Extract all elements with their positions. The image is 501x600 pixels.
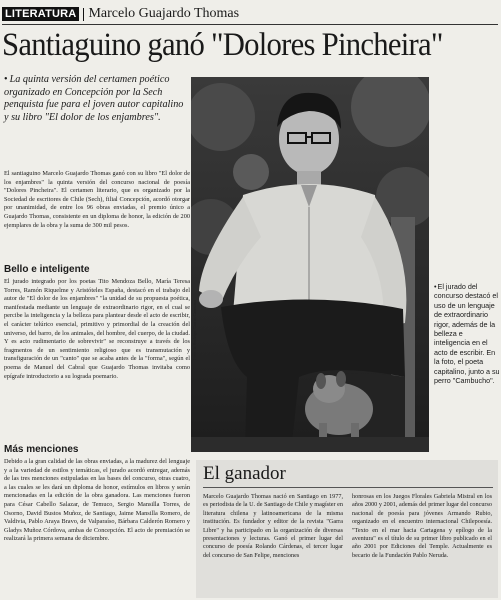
subhead-bello: Bello e inteligente: [4, 264, 90, 275]
subhead-menciones: Más menciones: [4, 444, 79, 455]
winner-box-rule: [203, 487, 493, 488]
winner-column-1: [203, 493, 343, 560]
lead-paragraph: [4, 74, 190, 124]
winner-box-title: El ganador: [203, 463, 286, 484]
header-separator: [83, 8, 84, 21]
winner-column-2: [352, 493, 492, 560]
menciones-paragraph: Debido a la gran calidad de las obras enviadas, a la madurez del lenguaje y a la variedad de estilos y temáticas, el jurado acordó entregar, además de las tres menciones estipuladas en las bases del concurso, otras cuatro, a las cuales se les dará un diploma de honor, estímulos en libros y serán mencionadas en la edición de la obra ganadora. Las menciones fueron para César Cabello Salazar, de Temuco, Sergio Mansilla Torres, de Osorno, David Bustos Muñoz, de Santiago, Jaime Mansilla Romero, de Valdivia, Pablo Araya Bravo, de Valparaíso, Bárbara Calderón Romero y Gladys Muñoz Córdova, ambas de Concepción. El acto de premiación se realizará la primera semana de diciembre.: [4, 458, 190, 543]
header-rule: [2, 24, 498, 25]
photo-caption: [434, 282, 500, 385]
lead-text: La quinta versión del certamen poético organizado en Concepción por la Sech penquista fue para el joven autor capitalino y su libro "El dolor de los enjambres".: [4, 74, 184, 123]
winner-text-2: honrosas en los Juegos Florales Gabriela Mistral en los años 2000 y 2001, además del primer lugar del concurso nacional de poesía para jóvenes Armando Rubio, organizado en el encuentro internacional Chilepoesía. "Texto en el mar hacia Cartagena y epílogo de la aventura" es el título de su primer libro publicado en el año 2001 por Ediciones del Temple. Actualmente es becario de la Fundación Pablo Neruda.: [352, 493, 492, 559]
caption-bullet: •: [434, 282, 437, 291]
section-header: [2, 6, 498, 22]
intro-paragraph: El santiaguino Marcelo Guajardo Thomas ganó con su libro "El dolor de los enjambres" la quinta versión del concurso nacional de poesía "Dolores Pincheira". El certamen literario, que es organizado por la Sociedad de escritores de Chile (Sech), filial Concepción, acordó otorgar por unanimidad, de entre los 96 obras enviadas, el premio único a Guajardo Thomas, consistente en un diploma de honor, la edición de 200 ejemplares de la obra y la suma de 300 mil pesos.: [4, 170, 190, 229]
section-tag: LITERATURA: [2, 7, 79, 21]
photo-illustration: [191, 77, 429, 452]
caption-text: El jurado del concurso destacó el uso de un lenguaje de extraordinario rigor, además de la belleza e inteligencia en el acto de escribir. En la foto, el poeta capitalino, junto a su perro "Cambucho".: [434, 282, 500, 386]
winner-text-1: Marcelo Guajardo Thomas nació en Santiago en 1977, es periodista de la U. de Santiago de Chile y magíster en literatura chilena y latinoamericana de la misma institución. Es fundador y editor de la revista "Garra Libre" y ha participado en la organización de diversas presentaciones y lecturas. Ganó el primer lugar del concurso de poesía Rolando Cárdenas, el tercer lugar del concurso de San Felipe, menciones: [203, 493, 343, 559]
headline: Santiaguino ganó "Dolores Pincheira": [2, 27, 443, 63]
bello-paragraph: El jurado integrado por los poetas Tito Mendoza Bello, María Teresa Torres, Ramón Riquelme y Aristóteles España, destacó en el trabajo del autor de "El dolor de los enjambres" "la unidad de su propuesta poética, manifestada mediante un lenguaje de extraordinario rigor, en el cual se percibe la inteligencia y la belleza para plantear desde el acto de escribir, el carácter telúrico esencial, primitivo y primordial de la creación del universo, del barro, de los animales, del hombre, del cuerpo, de la ciudad. Y es acto rudimentario de sobrevivir" se reconstruye a través de los fragmentos de un sentimiento religioso que es transmutación y transfiguración de un "canto" que se acaba antes de la "forma", según el poema de Manuel del Cabral que Guajardo Thomas invitaba como epígrafe introductorio a su lograda poemario.: [4, 278, 190, 380]
lead-bullet: •: [4, 74, 8, 85]
author-byline: Marcelo Guajardo Thomas: [88, 6, 240, 21]
author-photo: [191, 77, 429, 452]
photo-credit: Foto de Rodrigo Castro Carmona: [192, 300, 197, 360]
